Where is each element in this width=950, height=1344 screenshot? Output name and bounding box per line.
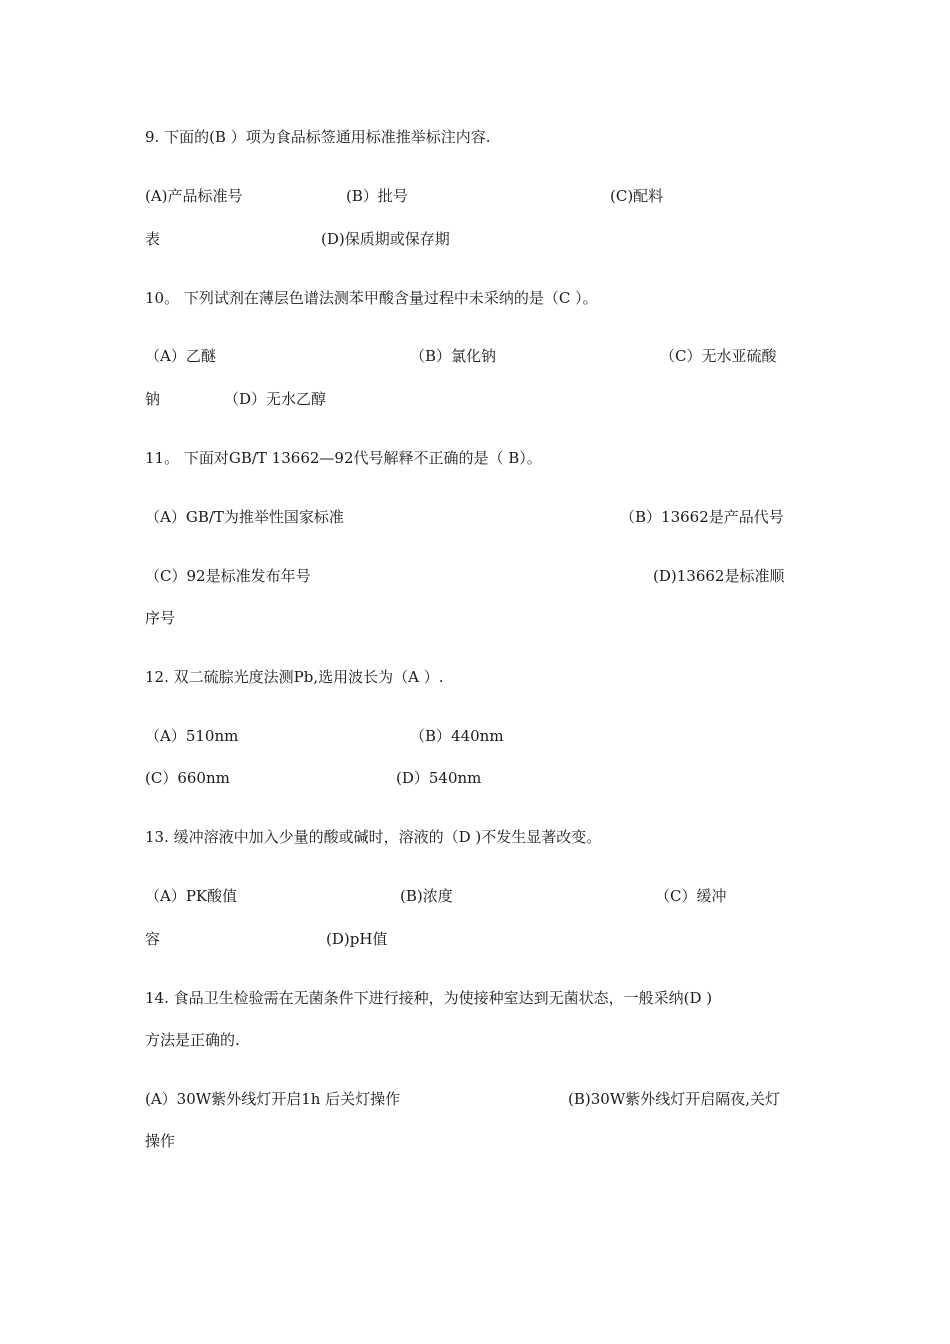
question-9-stem: 9. 下面的(B ）项为食品标签通用标准推举标注内容. [145, 128, 491, 146]
question-13-option-c: （C）缓冲 [655, 887, 727, 905]
question-9-option-b: (B）批号 [346, 187, 408, 205]
question-9-option-c-wrap: 表 [145, 230, 161, 248]
question-10-option-d: （D）无水乙醇 [224, 390, 327, 408]
question-10-option-b: （B）氯化钠 [410, 347, 497, 365]
question-10-option-c-wrap: 钠 [145, 390, 161, 408]
question-13-option-a: （A）PK酸值 [145, 887, 238, 905]
question-14-option-b-wrap: 操作 [145, 1132, 176, 1150]
question-12-option-c: (C）660nm [145, 769, 230, 787]
question-14-stem: 14. 食品卫生检验需在无菌条件下进行接种，为使接种室达到无菌状态，一般采纳(D ) [145, 989, 713, 1007]
question-12-option-a: （A）510nm [145, 727, 239, 745]
question-12-option-b: （B）440nm [410, 727, 504, 745]
question-13-stem: 13. 缓冲溶液中加入少量的酸或碱时，溶液的（D )不发生显著改变。 [145, 828, 602, 846]
question-12-stem: 12. 双二硫腙光度法测Pb,选用波长为（A ）. [145, 668, 444, 686]
question-14-stem-cont: 方法是正确的. [145, 1031, 240, 1049]
question-13-option-d: (D)pH值 [326, 930, 388, 948]
question-9-option-d: (D)保质期或保存期 [321, 230, 450, 248]
question-10-option-c: （C）无水亚硫酸 [660, 347, 777, 365]
question-11-option-a: （A）GB/T为推举性国家标准 [145, 508, 344, 526]
question-9-option-a: (A)产品标准号 [145, 187, 243, 205]
question-10-option-a: （A）乙醚 [145, 347, 216, 365]
question-9-option-c: (C)配料 [610, 187, 664, 205]
question-13-option-c-wrap: 容 [145, 930, 161, 948]
question-11-option-b: （B）13662是产品代号 [620, 508, 784, 526]
question-12-option-d: (D）540nm [396, 769, 482, 787]
question-11-option-c: （C）92是标准发布年号 [145, 567, 311, 585]
question-10-stem: 10。 下列试剂在薄层色谱法测苯甲酸含量过程中未采纳的是（C ）。 [145, 289, 598, 307]
question-13-option-b: (B)浓度 [400, 887, 453, 905]
question-14-option-b: (B)30W紫外线灯开启隔夜,关灯 [568, 1090, 781, 1108]
question-11-option-d: (D)13662是标准顺 [653, 567, 785, 585]
question-14-option-a: (A）30W紫外线灯开启1h 后关灯操作 [145, 1090, 401, 1108]
question-11-stem: 11。 下面对GB/T 13662—92代号解释不正确的是（ B）。 [145, 449, 542, 467]
question-11-option-d-wrap: 序号 [145, 609, 176, 627]
